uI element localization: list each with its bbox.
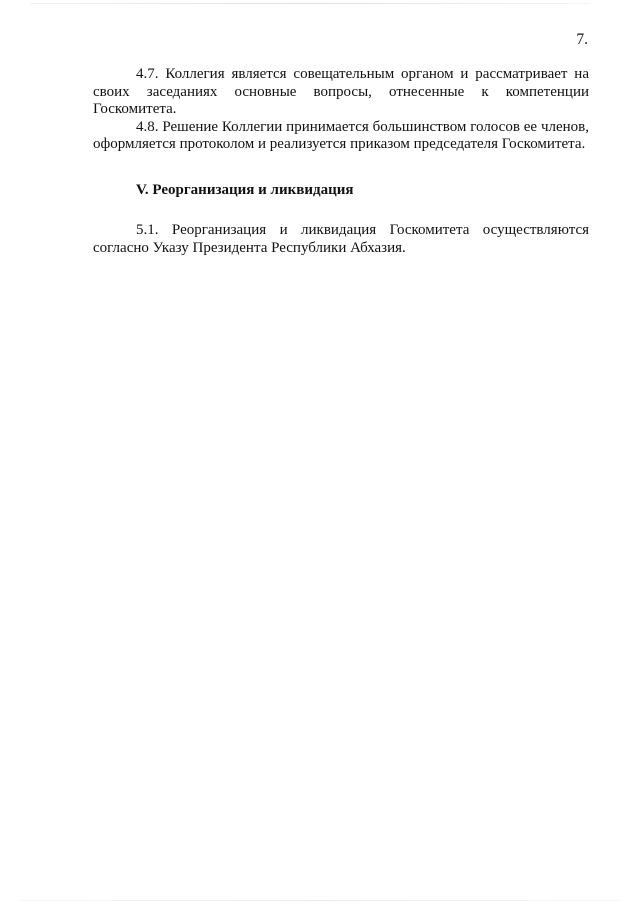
paragraph-5-1: 5.1. Реорганизация и ликвидация Госкомитета осуществляются согласно Указу Президента Республики Абхазия.: [93, 222, 589, 256]
paragraph-4-8: 4.8. Решение Коллегии принимается большинством голосов ее членов, оформляется протоколом и реализуется приказом председателя Госкомитета.: [93, 118, 589, 153]
section-5-heading: V. Реорганизация и ликвидация: [136, 182, 354, 198]
scan-artifact-bottom: [20, 900, 620, 901]
section-4-text: [93, 66, 589, 154]
scan-artifact-top: [30, 3, 590, 4]
page-number: 7.: [576, 31, 588, 48]
paragraph-4-7: 4.7. Коллегия является совещательным органом и рассматривает на своих заседаниях основные вопросы, отнесенные к компетенции Госкомитета.: [93, 66, 589, 118]
section-5-text: [93, 222, 589, 257]
